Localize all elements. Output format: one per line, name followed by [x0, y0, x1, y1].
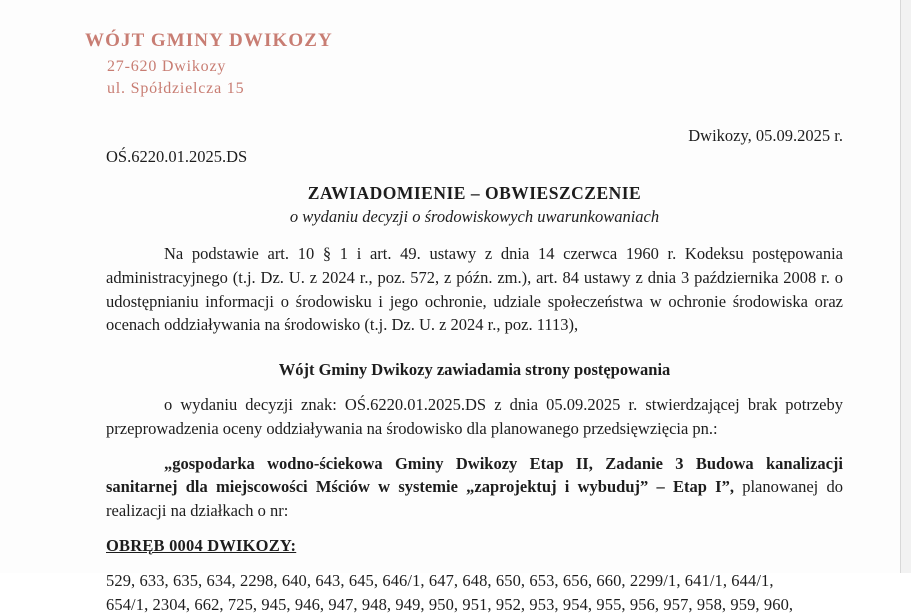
stamp-postal-city: 27-620 Dwikozy	[107, 57, 227, 75]
document-body	[106, 242, 843, 616]
body-spacer	[106, 558, 843, 569]
document-subtitle: o wydaniu decyzji o środowiskowych uwarunkowaniach	[289, 207, 660, 226]
precinct-heading-wrap	[106, 534, 843, 558]
place-and-date: Dwikozy, 05.09.2025 r.	[688, 126, 843, 145]
legal-basis-paragraph: Na podstawie art. 10 § 1 i art. 49. ustawy z dnia 14 czerwca 1960 r. Kodeksu postępowania administracyjnego (t.j. Dz. U. z 2024 r., poz. 572, z późn. zm.), art. 84 ustawy z dnia 3 października 2008 r. o udostępnianiu informacji o środowisku i jego ochronie, udziale społeczeństwa w ochronie środowiska oraz ocenach oddziaływania na środowisko (t.j. Dz. U. z 2024 r., poz. 1113),	[106, 244, 843, 335]
body-spacer	[106, 441, 843, 452]
stamp-office-name: WÓJT GMINY DWIKOZY	[85, 30, 333, 51]
document-title: ZAWIADOMIENIE – OBWIESZCZENIE	[307, 183, 642, 203]
reference-number: OŚ.6220.01.2025.DS	[106, 147, 248, 166]
decision-intro-paragraph: o wydaniu decyzji znak: OŚ.6220.01.2025.DS z dnia 05.09.2025 r. stwierdzającej brak potrzeby przeprowadzenia oceny oddziaływania na środowisko dla planowanego przedsięwzięcia pn.:	[106, 394, 843, 438]
title-block	[106, 183, 843, 227]
parcel-list-line: 654/1, 2304, 662, 725, 945, 946, 947, 948, 949, 950, 951, 952, 953, 954, 955, 956, 957, 958, 959, 960,	[106, 594, 794, 614]
body-spacer	[106, 382, 843, 393]
office-stamp	[85, 28, 385, 100]
announcement-heading: Wójt Gminy Dwikozy zawiadamia strony postępowania	[278, 360, 671, 380]
project-name: „gospodarka wodno-ściekowa Gminy Dwikozy Etap II, Zadanie 3 Budowa kanalizacji sanitarnej dla miejscowości Mściów w systemie „zaprojektuj i wybuduj” – Etap I”,	[106, 453, 843, 497]
page-edge-line	[900, 0, 901, 573]
project-name-suffix: planowanej do realizacji na działkach o nr:	[106, 477, 843, 521]
body-spacer	[106, 337, 843, 358]
body-spacer	[106, 523, 843, 534]
parcel-list-line: 529, 633, 635, 634, 2298, 640, 643, 645, 646/1, 647, 648, 650, 653, 656, 660, 2299/1, 641/1, 644/1,	[106, 570, 774, 590]
stamp-street-address: ul. Spółdzielcza 15	[107, 80, 245, 98]
page-edge-margin	[901, 0, 911, 573]
project-name-paragraph	[106, 452, 843, 523]
precinct-heading: OBRĘB 0004 DWIKOZY:	[106, 535, 297, 555]
